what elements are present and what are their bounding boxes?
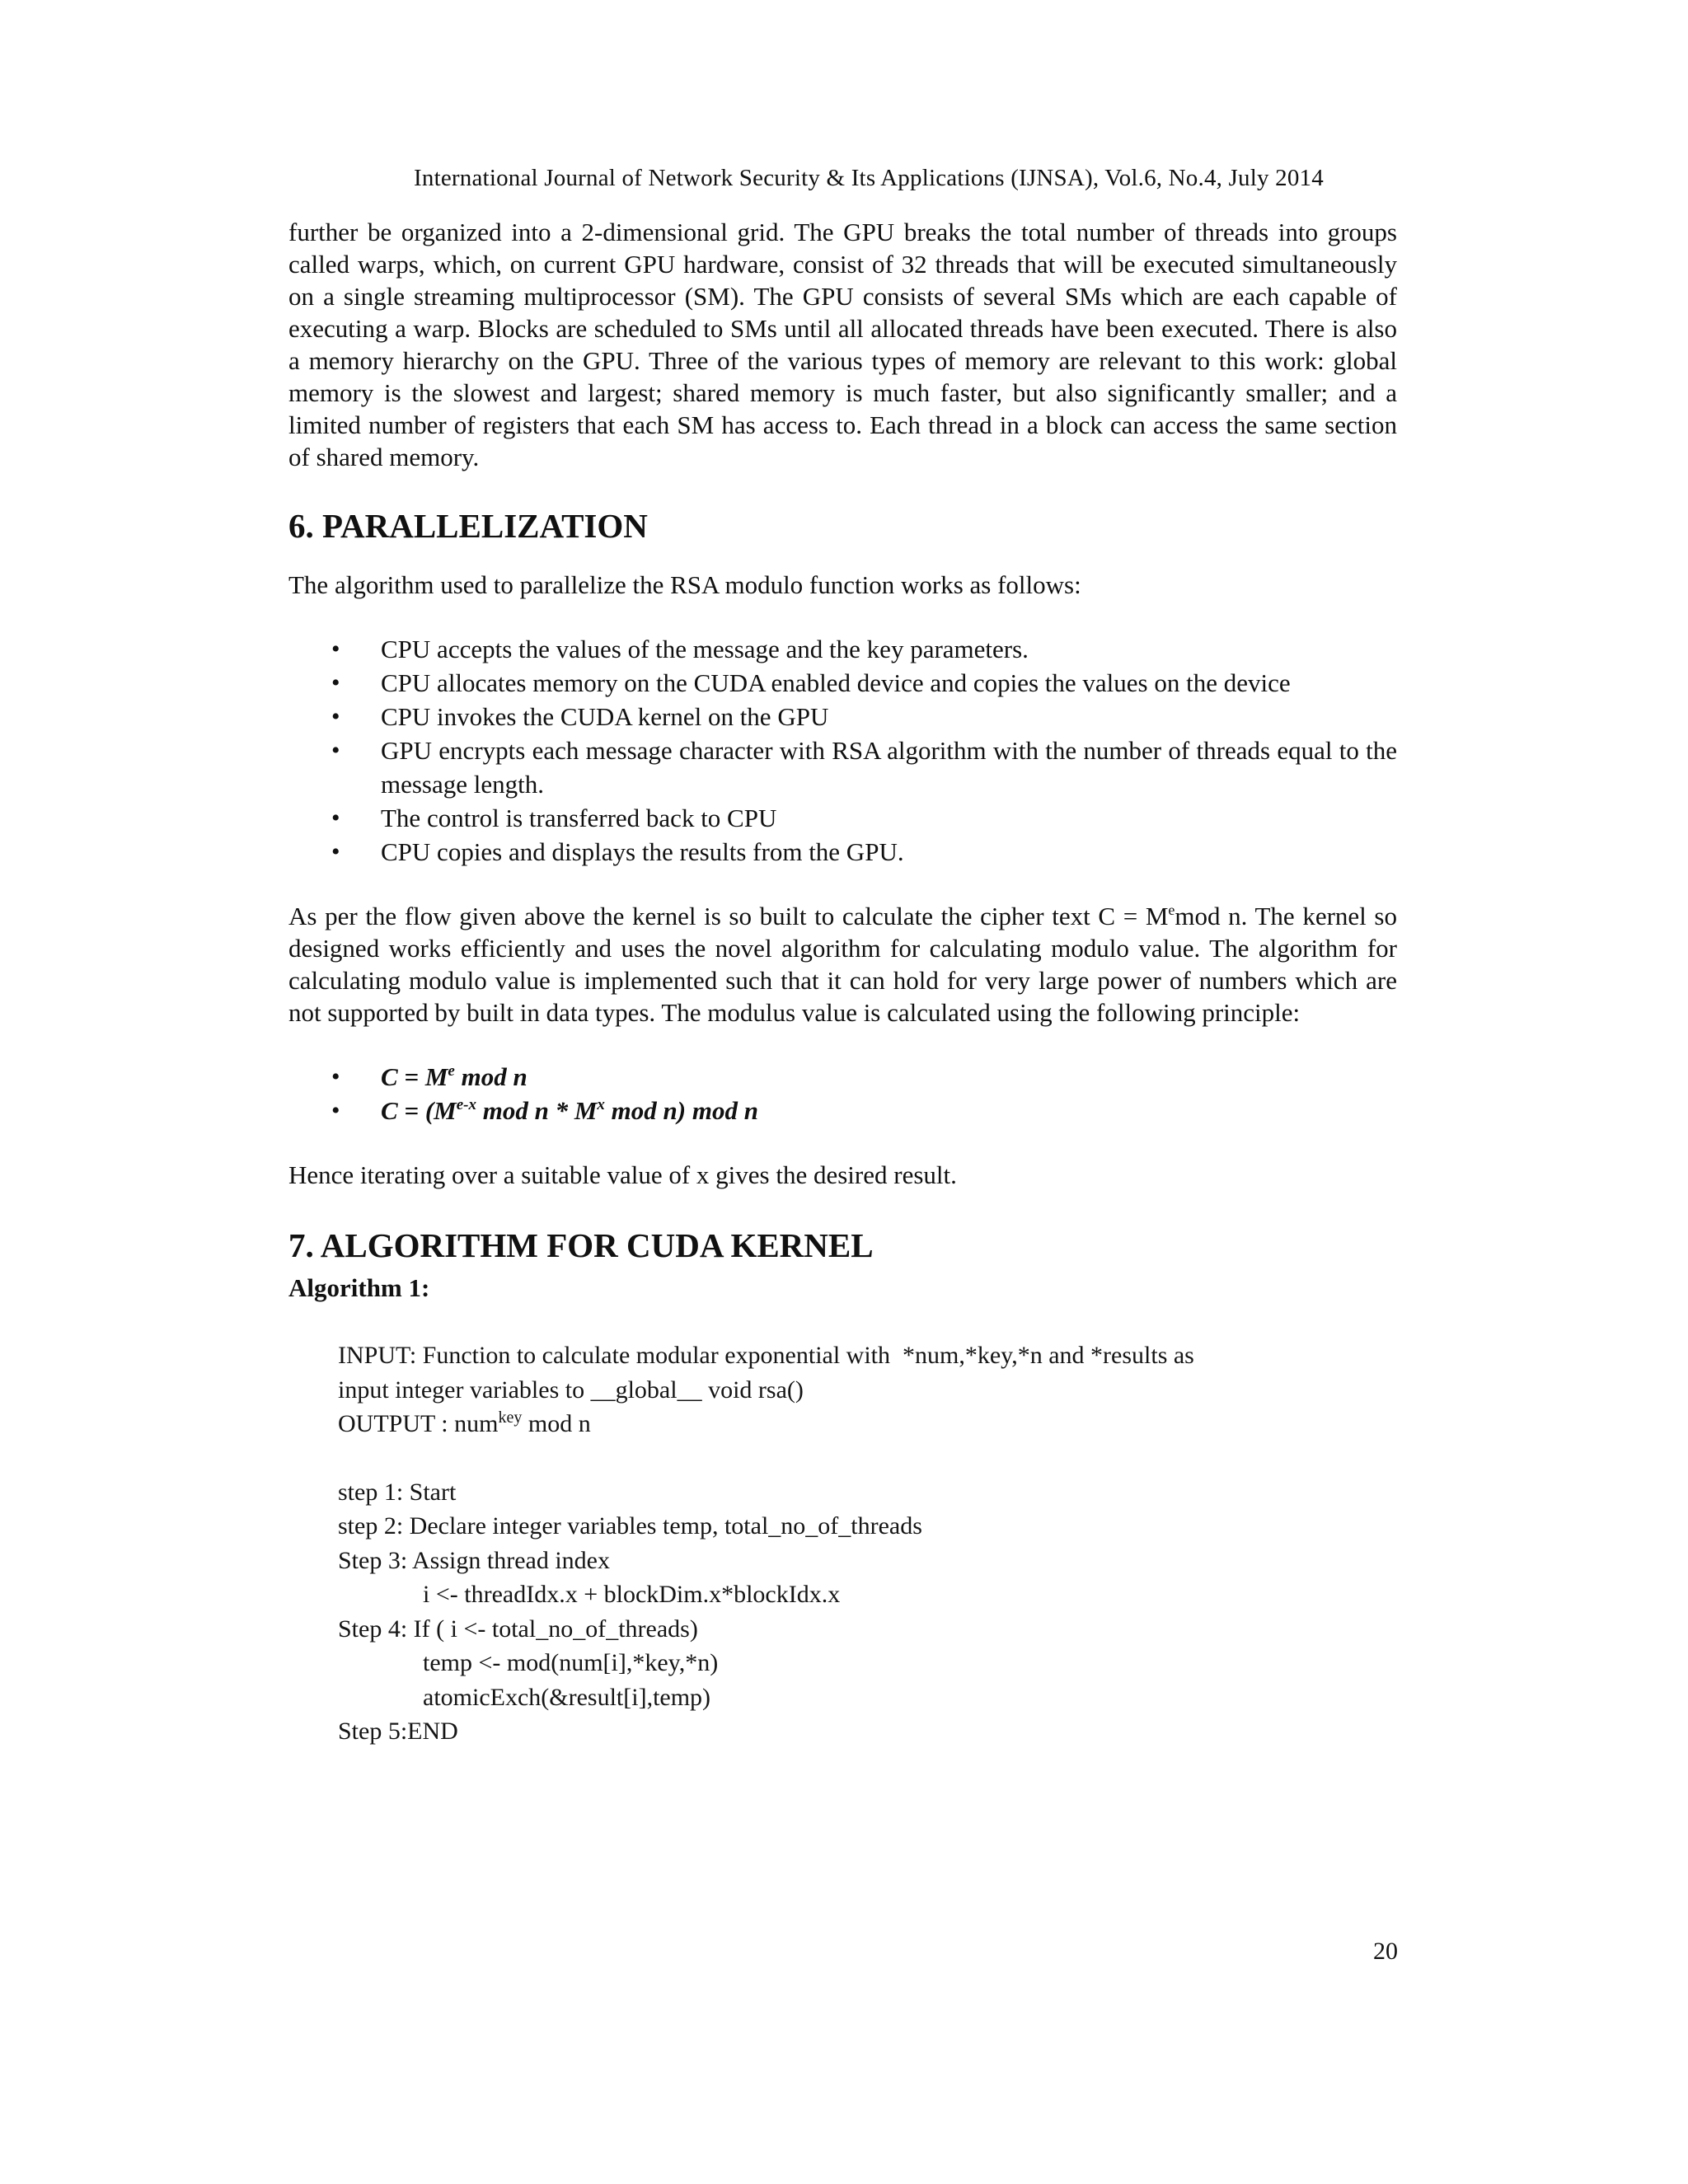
algorithm-label: Algorithm 1: <box>288 1273 430 1302</box>
running-header: International Journal of Network Security & Its Applications (IJNSA), Vol.6, No.4, July 2014 <box>414 165 1324 191</box>
list-item: • CPU invokes the CUDA kernel on the GPU <box>288 700 1397 733</box>
algo-substep: temp <- mod(num[i],*key,*n) <box>423 1649 719 1676</box>
section-6-lead: The algorithm used to parallelize the RSA modulo function works as follows: <box>288 570 1081 599</box>
algo-substep: atomicExch(&result[i],temp) <box>423 1683 711 1711</box>
algo-input-line: input integer variables to __global__ void rsa() <box>338 1376 804 1404</box>
closing-sentence: Hence iterating over a suitable value of x gives the desired result. <box>288 1160 957 1189</box>
bullet-icon: • <box>331 1097 340 1124</box>
formula-item: • $C = (M^{e-x}$ mod n * $M^x$ mod n) mod n <box>288 1094 1397 1127</box>
parallelization-steps-list <box>288 632 1397 869</box>
page-body <box>288 216 1397 1749</box>
algo-step: Step 4: If ( i <- total_no_of_threads) <box>338 1615 698 1643</box>
bullet-icon: • <box>331 669 340 696</box>
bullet-icon: • <box>331 703 340 730</box>
bullet-icon: • <box>331 635 340 663</box>
formula-item: • $C = M^e$ mod n <box>288 1060 1397 1094</box>
list-item: • The control is transferred back to CPU <box>288 801 1397 835</box>
list-item: • CPU allocates memory on the CUDA enabled device and copies the values on the device <box>288 666 1397 700</box>
bullet-icon: • <box>331 1063 340 1090</box>
algorithm-listing <box>338 1338 1397 1749</box>
bullet-icon: • <box>331 737 340 764</box>
section-7-heading: 7. ALGORITHM FOR CUDA KERNEL <box>288 1226 874 1264</box>
algo-step: Step 3: Assign thread index <box>338 1546 610 1574</box>
intro-paragraph: further be organized into a 2-dimensional grid. The GPU breaks the total number of threads into groups called warps, which, on current GPU hardware, consist of 32 threads that will be executed simultaneously on a single streaming multiprocessor (SM). The GPU consists of several SMs which are each capable of executing a warp. Blocks are scheduled to SMs until all allocated threads have been executed. There is also a memory hierarchy on the GPU. Three of the various types of memory are relevant to this work: global memory is the slowest and largest; shared memory is much faster, but also significantly smaller; and a limited number of registers that each SM has access to. Each thread in a block can access the same section of shared memory. <box>288 218 1397 471</box>
flow-paragraph: As per the flow given above the kernel is so built to calculate the cipher text $C = M^emod$ n. The kernel so designed works efficiently and uses the novel algorithm for calculating modulo value. The algorithm for calculating modulo value is implemented such that it can hold for very large power of numbers which are not supported by built in data types. The modulus value is calculated using the following principle: <box>288 902 1397 1027</box>
algo-input-line: INPUT: Function to calculate modular exponential with *num,*key,*n and *results as <box>338 1342 1194 1369</box>
algo-step: step 2: Declare integer variables temp, total_no_of_threads <box>338 1512 922 1540</box>
list-item: • CPU accepts the values of the message and the key parameters. <box>288 632 1397 666</box>
algo-output-line: OUTPUT : num$^{key}$ mod n <box>338 1408 591 1437</box>
bullet-icon: • <box>331 804 340 832</box>
section-6-heading: 6. PARALLELIZATION <box>288 507 648 545</box>
list-item: • GPU encrypts each message character with RSA algorithm with the number of threads equal to the message length. <box>288 733 1397 801</box>
algo-step: Step 5:END <box>338 1718 458 1745</box>
algo-substep: i <- threadIdx.x + blockDim.x*blockIdx.x <box>423 1581 841 1608</box>
formula-list <box>288 1060 1397 1127</box>
list-item: • CPU copies and displays the results from the GPU. <box>288 835 1397 869</box>
page-number: 20 <box>1373 1938 1398 1965</box>
algo-spacer <box>338 1441 1397 1475</box>
algo-step: step 1: Start <box>338 1478 457 1506</box>
bullet-icon: • <box>331 838 340 865</box>
